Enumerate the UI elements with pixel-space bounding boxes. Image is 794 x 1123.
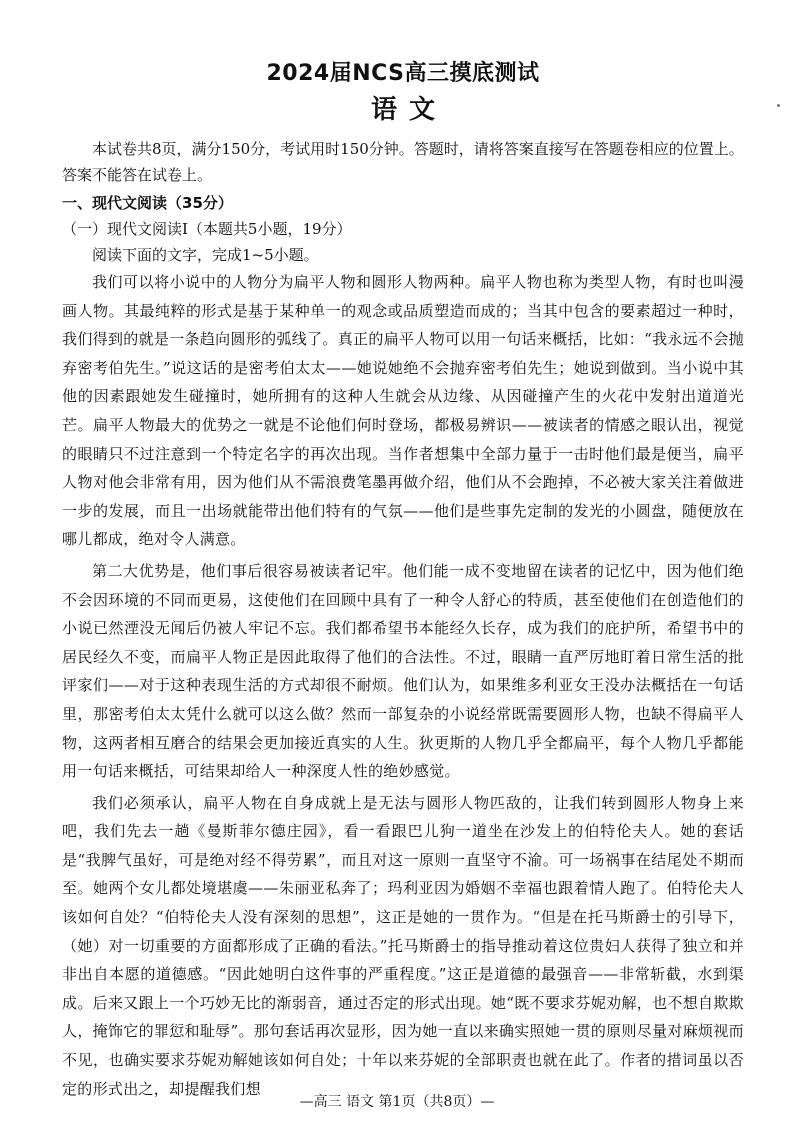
passage-paragraph-3: 我们必须承认，扁平人物在自身成就上是无法与圆形人物匹敌的，让我们转到圆形人物身上来吧，我们先去一趟《曼斯菲尔德庄园》，看一看跟巴儿狗一道坐在沙发上的伯特伦夫人。她的套话是“我脾气虽好，可是绝对经不得劳累”，而且对这一原则一直坚守不渝。可一场祸事在结尾处不期而至。她两个女儿都处境堪虞——朱丽亚私奔了；玛利亚因为婚姻不幸福也跟着情人跑了。伯特伦夫人该如何自处？“伯特伦夫人没有深刻的思想”，这正是她的一贯作为。“但是在托马斯爵士的引导下，（她）对一切重要的方面都形成了正确的看法。”托马斯爵士的指导推动着这位贵妇人获得了独立和并非出自本愿的道德感。“因此她明白这件事的严重程度。”这正是道德的最强音——非常斩截，水到渠成。后来又跟上一个巧妙无比的渐弱音，通过否定的形式出现。她“既不要求芬妮劝解，也不想自欺欺人，掩饰它的罪愆和耻辱”。那句套话再次显形，因为她一直以来确实照她一贯的原则尽量对麻烦视而不见，也确实要求芬妮劝解她该如何自处；十年以来芬妮的全部职责也就在此了。作者的措词虽以否定的形式出之，却提醒我们想 [62,793,744,1098]
reading-passage [62,268,744,1103]
passage-paragraph-2: 第二大优势是，他们事后很容易被读者记牢。他们能一成不变地留在读者的记忆中，因为他们绝不会因环境的不同而更易，这使他们在回顾中具有了一种令人舒心的特质，甚至使他们在创造他们的小说已然湮没无闻后仍被人牢记不忘。我们都希望书本能经久长存，成为我们的庇护所，希望书中的居民经久不变，而扁平人物正是因此取得了他们的合法性。不过，眼睛一直严厉地盯着日常生活的批评家们——对于这种表现生活的方式却很不耐烦。他们认为，如果维多利亚女王没办法概括在一句话里，那密考伯太太凭什么就可以这么做？然而一部复杂的小说经常既需要圆形人物，也缺不得扁平人物，这两者相互磨合的结果会更加接近真实的人生。狄更斯的人物几乎全都扁平，每个人物几乎都能用一句话来概括，可结果却给人一种深度人性的绝妙感觉。 [62,561,744,781]
scan-speck [777,104,780,107]
subject-title: 语文 [370,95,447,125]
exam-title: 2024届NCS高三摸底测试 [266,61,540,86]
reading-instruction: 阅读下面的文字，完成1~5小题。 [92,246,319,264]
section-heading: 一、现代文阅读（35分） [62,194,233,212]
exam-instructions: 本试卷共8页，满分150分，考试用时150分钟。答题时，请将答案直接写在答题卷相应的位置上。答案不能答在试卷上。 [62,140,744,184]
passage-paragraph-1: 我们可以将小说中的人物分为扁平人物和圆形人物两种。扁平人物也称为类型人物，有时也叫漫画人物。其最纯粹的形式是基于某种单一的观念或品质塑造而成的；当其中包含的要素超过一种时，我们得到的就是一条趋向圆形的弧线了。真正的扁平人物可以用一句话来概括，比如：“我永远不会抛弃密考伯先生。”说这话的是密考伯太太——她说她绝不会抛弃密考伯先生；她说到做到。当小说中其他的因素跟她发生碰撞时，她所拥有的这种人生就会从边缘、从因碰撞产生的火花中发射出道道光芒。扁平人物最大的优势之一就是不论他们何时登场，都极易辨识——被读者的情感之眼认出，视觉的眼睛只不过注意到一个特定名字的再次出现。当作者想集中全部力量于一击时他们最是便当，扁平人物对他会非常有用，因为他们从不需浪费笔墨再做介绍，他们从不会跑掉，不必被大家关注着做进一步的发展，而且一出场就能带出他们特有的气氛——他们是些事先定制的发光的小圆盘，随便放在哪儿都成，绝对令人满意。 [62,273,744,549]
page-footer: —高三 语文 第1页（共8页）— [299,1094,495,1110]
subsection-heading: （一）现代文阅读Ⅰ（本题共5小题，19分） [62,220,352,238]
